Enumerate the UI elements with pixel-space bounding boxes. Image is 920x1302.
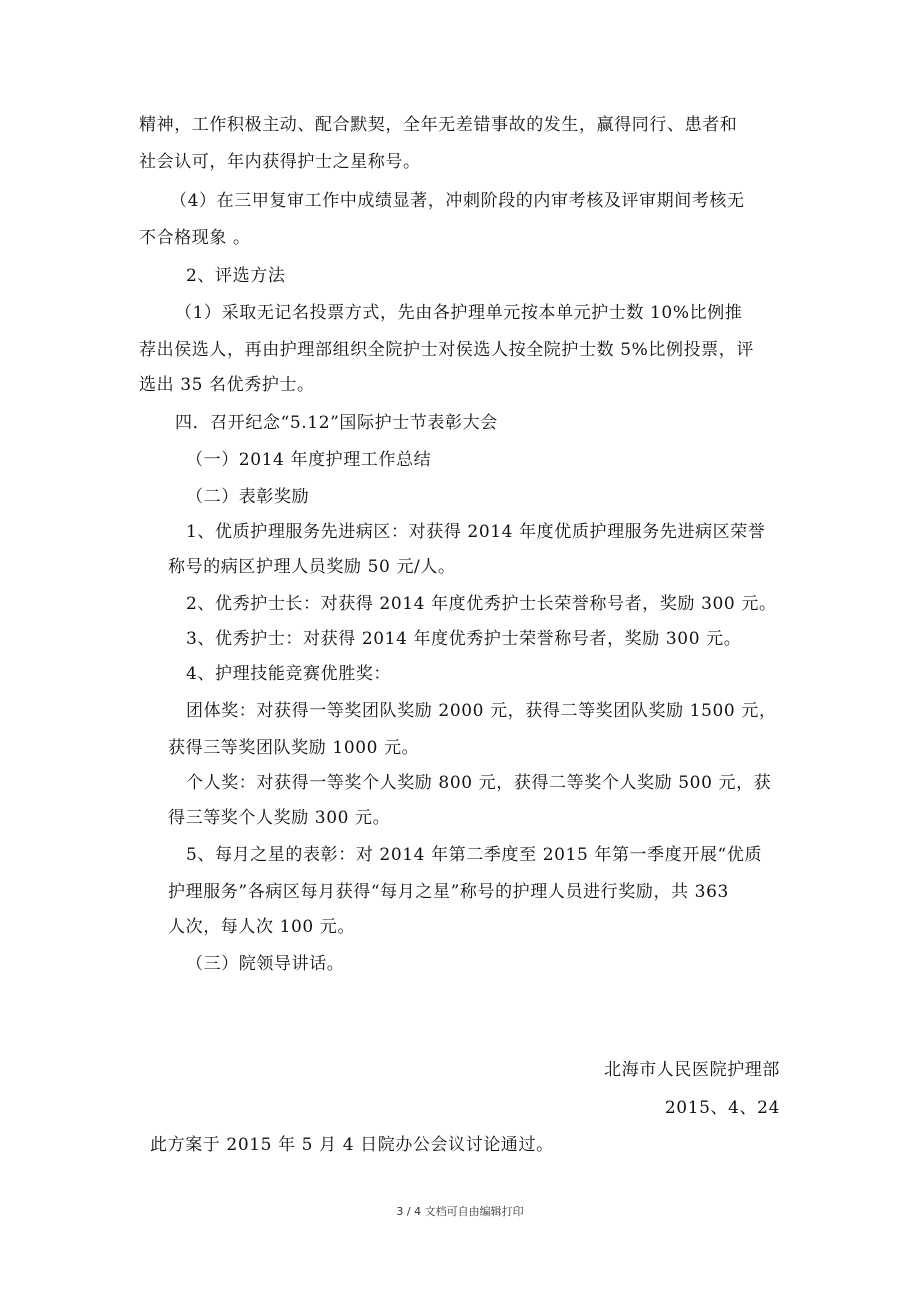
paragraph-line: 荐出侯选人，再由护理部组织全院护士对侯选人按全院护士数 5%比例投票，评 <box>139 340 754 360</box>
paragraph-line: 团体奖：对获得一等奖团队奖励 2000 元，获得二等奖团队奖励 1500 元， <box>186 701 777 721</box>
subsection-heading: （三）院领导讲话。 <box>186 954 345 974</box>
paragraph-line: 获得三等奖团队奖励 1000 元。 <box>168 738 420 758</box>
paragraph-line: （1）采取无记名投票方式，先由各护理单元按本单元护士数 10%比例推 <box>175 303 743 323</box>
paragraph-line: 选出 35 名优秀护士。 <box>139 375 315 395</box>
section-heading: 2、评选方法 <box>186 266 286 286</box>
subsection-heading: （二）表彰奖励 <box>186 487 310 507</box>
page-footer: 3 / 4 文档可自由编辑打印 <box>396 1205 524 1218</box>
paragraph-line: 社会认可，年内获得护士之星称号。 <box>139 152 421 172</box>
paragraph-line: 人次，每人次 100 元。 <box>168 917 356 937</box>
paragraph-line: 1、优质护理服务先进病区：对获得 2014 年度优质护理服务先进病区荣誉 <box>186 522 766 542</box>
paragraph-line: 3、优秀护士：对获得 2014 年度优秀护士荣誉称号者，奖励 300 元。 <box>186 629 742 649</box>
paragraph-line: 护理服务”各病区每月获得“每月之星”称号的护理人员进行奖励，共 363 <box>168 882 729 902</box>
paragraph-line: 得三等奖个人奖励 300 元。 <box>168 808 391 828</box>
approval-note: 此方案于 2015 年 5 月 4 日院办公会议讨论通过。 <box>150 1135 554 1155</box>
paragraph-line: 4、护理技能竞赛优胜奖： <box>186 664 392 684</box>
paragraph-line: 称号的病区护理人员奖励 50 元/人。 <box>168 557 456 577</box>
paragraph-line: 个人奖：对获得一等奖个人奖励 800 元，获得二等奖个人奖励 500 元，获 <box>186 773 772 793</box>
paragraph-line: 5、每月之星的表彰：对 2014 年第二季度至 2015 年第一季度开展“优质 <box>186 845 763 865</box>
signature-date: 2015、4、24 <box>664 1098 780 1118</box>
signature-org: 北海市人民医院护理部 <box>604 1060 780 1080</box>
paragraph-line: 2、优秀护士长：对获得 2014 年度优秀护士长荣誉称号者，奖励 300 元。 <box>186 594 777 614</box>
paragraph-line: 精神，工作积极主动、配合默契，全年无差错事故的发生，赢得同行、患者和 <box>139 115 738 135</box>
section-heading: 四．召开纪念“5.12”国际护士节表彰大会 <box>175 413 498 433</box>
paragraph-line: 不合格现象 。 <box>139 228 251 248</box>
paragraph-line: （4）在三甲复审工作中成绩显著，冲刺阶段的内审考核及评审期间考核无 <box>170 191 745 211</box>
subsection-heading: （一）2014 年度护理工作总结 <box>186 450 432 470</box>
